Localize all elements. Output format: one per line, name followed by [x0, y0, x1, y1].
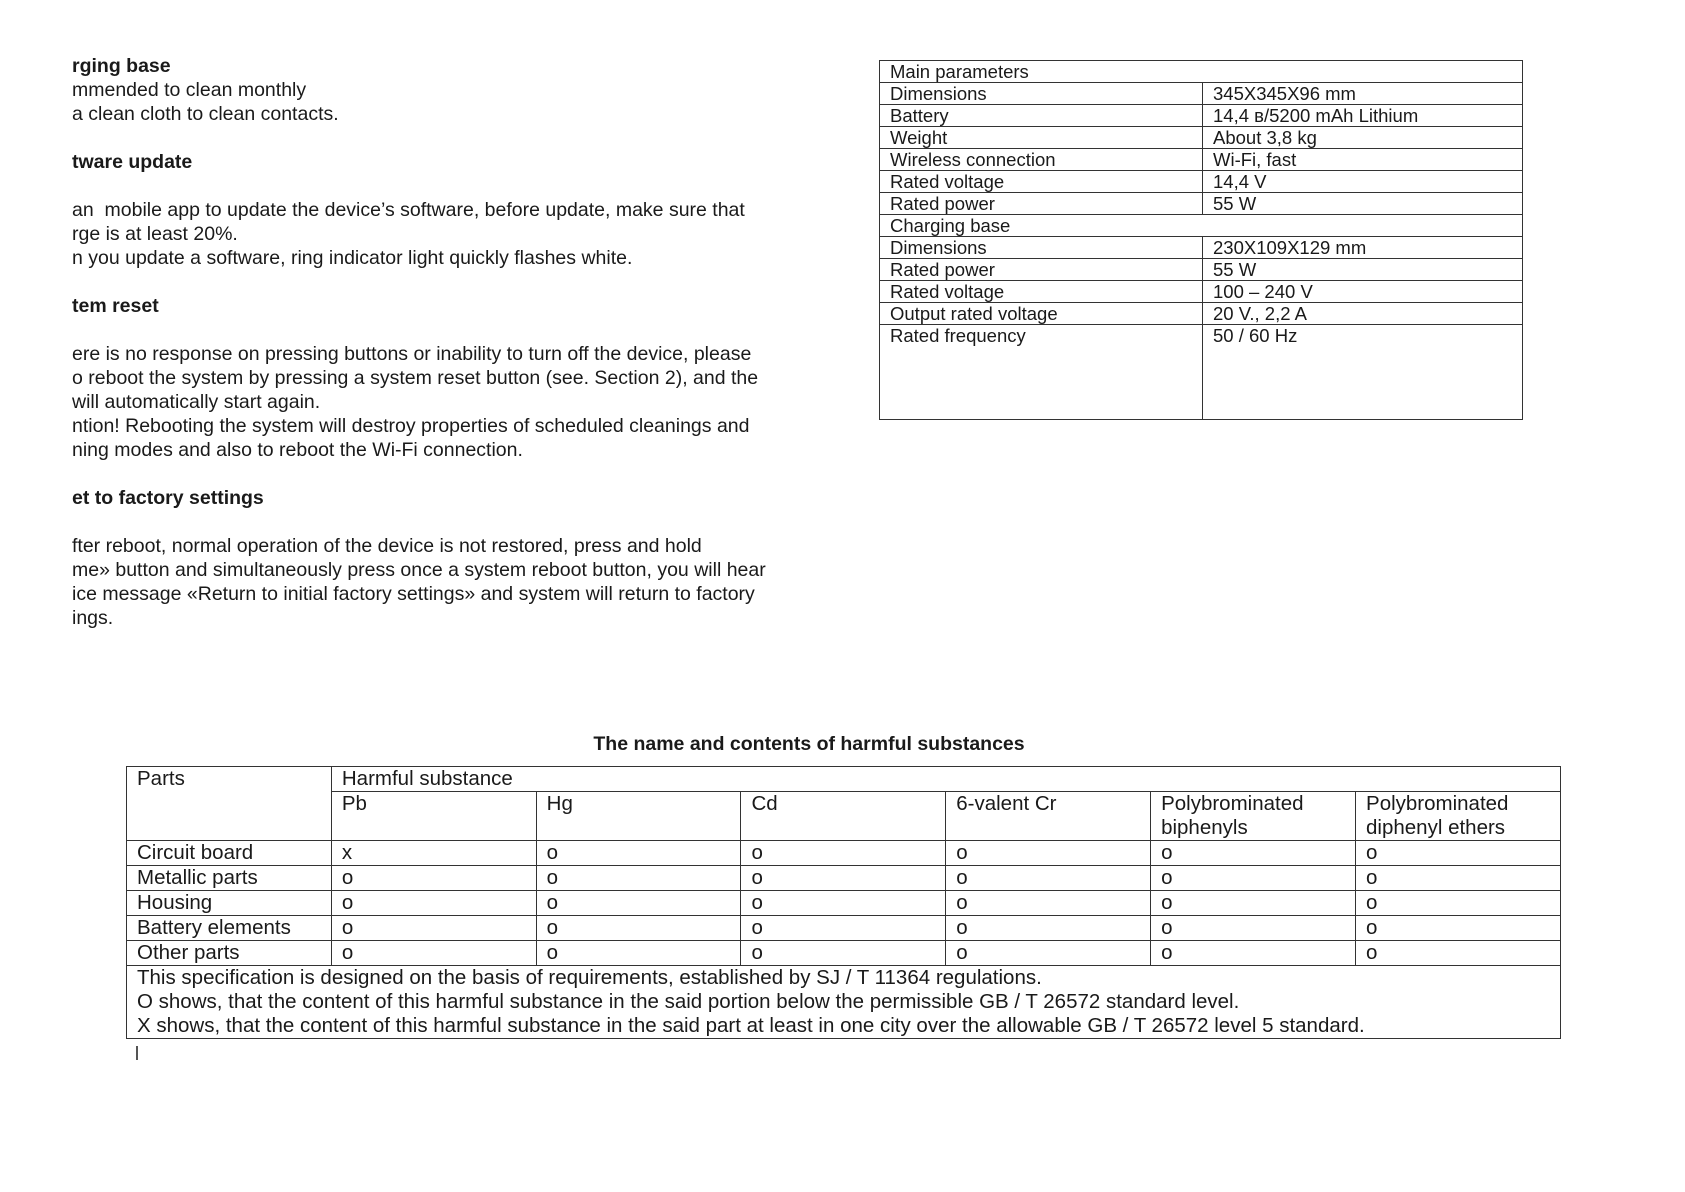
section-heading: rging base	[72, 55, 171, 77]
part-name: Circuit board	[127, 841, 332, 866]
substance-value: o	[536, 916, 741, 941]
substance-row	[127, 916, 1561, 941]
param-name: Dimensions	[880, 237, 1203, 259]
substance-value: o	[1356, 891, 1561, 916]
substance-column-header: 6-valent Cr	[946, 792, 1151, 841]
param-value: 100 – 240 V	[1203, 281, 1523, 303]
substance-row	[127, 941, 1561, 966]
part-name: Housing	[127, 891, 332, 916]
spacer	[72, 126, 792, 150]
param-name: Output rated voltage	[880, 303, 1203, 325]
substance-value: o	[1151, 916, 1356, 941]
paragraph-line: will automatically start again.	[72, 391, 321, 413]
substance-value: o	[1356, 916, 1561, 941]
part-name: Other parts	[127, 941, 332, 966]
substances-header-row	[127, 767, 1561, 792]
param-name: Dimensions	[880, 83, 1203, 105]
section-heading: tware update	[72, 151, 193, 173]
substance-column-header: Polybrominated diphenyl ethers	[1356, 792, 1561, 841]
param-value: Wi-Fi, fast	[1203, 149, 1523, 171]
substance-value: o	[536, 866, 741, 891]
param-value: 50 / 60 Hz	[1203, 325, 1523, 420]
paragraph-line: a clean cloth to clean contacts.	[72, 103, 339, 125]
substance-column-header: Polybrominated biphenyls	[1151, 792, 1356, 841]
param-value: 14,4 V	[1203, 171, 1523, 193]
harmful-substance-header: Harmful substance	[331, 767, 1560, 792]
section-heading: tem reset	[72, 295, 159, 317]
main-parameters-table	[879, 60, 1523, 420]
paragraph-line: ning modes and also to reboot the Wi-Fi connection.	[72, 439, 523, 461]
charging-base-header-row	[880, 215, 1523, 237]
substance-value: o	[1151, 841, 1356, 866]
param-row	[880, 303, 1523, 325]
spacer	[72, 174, 792, 198]
param-name: Rated frequency	[880, 325, 1203, 420]
paragraph-line: me» button and simultaneously press once a system reboot button, you will hear	[72, 559, 766, 581]
param-name: Battery	[880, 105, 1203, 127]
parts-header: Parts	[127, 767, 332, 841]
substance-row	[127, 866, 1561, 891]
param-row	[880, 325, 1523, 420]
param-row	[880, 171, 1523, 193]
paragraph-line: ice message «Return to initial factory settings» and system will return to factory	[72, 583, 755, 605]
param-value: About 3,8 kg	[1203, 127, 1523, 149]
param-name: Rated power	[880, 259, 1203, 281]
substance-value: o	[331, 891, 536, 916]
substance-value: o	[1151, 891, 1356, 916]
charging-base-header: Charging base	[880, 215, 1523, 237]
paragraph-line: an mobile app to update the device’s software, before update, make sure that	[72, 199, 745, 221]
substance-column-header: Pb	[331, 792, 536, 841]
paragraph-line: ings.	[72, 607, 114, 629]
substance-value: o	[946, 866, 1151, 891]
harmful-substances-table	[126, 766, 1561, 1039]
substance-value: o	[536, 941, 741, 966]
param-value: 55 W	[1203, 259, 1523, 281]
notes-cell	[127, 966, 1561, 1039]
substance-value: o	[741, 941, 946, 966]
param-name: Rated voltage	[880, 171, 1203, 193]
substance-value: o	[331, 866, 536, 891]
param-row	[880, 83, 1523, 105]
substance-column-header: Cd	[741, 792, 946, 841]
param-value: 55 W	[1203, 193, 1523, 215]
param-name: Weight	[880, 127, 1203, 149]
spacer	[72, 510, 792, 534]
paragraph-line: n you update a software, ring indicator light quickly flashes white.	[72, 247, 633, 269]
paragraph-line: ere is no response on pressing buttons or inability to turn off the device, please	[72, 343, 752, 365]
substance-row	[127, 841, 1561, 866]
substance-value: x	[331, 841, 536, 866]
maintenance-text-column	[72, 54, 792, 630]
param-value: 14,4 в/5200 mAh Lithium	[1203, 105, 1523, 127]
substance-value: o	[946, 916, 1151, 941]
part-name: Metallic parts	[127, 866, 332, 891]
substance-value: o	[946, 841, 1151, 866]
paragraph-line: mmended to clean monthly	[72, 79, 307, 101]
spacer	[72, 318, 792, 342]
param-row	[880, 237, 1523, 259]
substance-value: o	[536, 841, 741, 866]
spacer	[72, 462, 792, 486]
param-row	[880, 193, 1523, 215]
section-heading: et to factory settings	[72, 487, 264, 509]
param-name: Wireless connection	[880, 149, 1203, 171]
param-name: Rated voltage	[880, 281, 1203, 303]
harmful-substances-title: The name and contents of harmful substances	[593, 733, 1025, 755]
note-line: O shows, that the content of this harmful substance in the said portion below the permissible GB / T 26572 standard level.	[137, 990, 1240, 1013]
param-row	[880, 281, 1523, 303]
substance-value: o	[741, 866, 946, 891]
substance-value: o	[331, 941, 536, 966]
param-row	[880, 105, 1523, 127]
substance-columns-row	[127, 792, 1561, 841]
substance-value: o	[741, 891, 946, 916]
param-row	[880, 127, 1523, 149]
substance-column-header: Hg	[536, 792, 741, 841]
substance-value: o	[1151, 941, 1356, 966]
substance-value: o	[1356, 866, 1561, 891]
note-line: X shows, that the content of this harmful substance in the said part at least in one city over the allowable GB / T 26572 level 5 standard.	[137, 1014, 1365, 1037]
substance-value: o	[946, 891, 1151, 916]
stray-mark	[136, 1046, 138, 1060]
substance-value: o	[331, 916, 536, 941]
main-parameters-header-row	[880, 61, 1523, 83]
part-name: Battery elements	[127, 916, 332, 941]
substance-value: o	[946, 941, 1151, 966]
substance-value: o	[1151, 866, 1356, 891]
param-value: 230X109X129 mm	[1203, 237, 1523, 259]
param-row	[880, 149, 1523, 171]
paragraph-line: o reboot the system by pressing a system reset button (see. Section 2), and the	[72, 367, 759, 389]
note-line: This specification is designed on the basis of requirements, established by SJ / T 11364 regulations.	[137, 966, 1042, 989]
substance-value: o	[741, 841, 946, 866]
substance-row	[127, 891, 1561, 916]
param-name: Rated power	[880, 193, 1203, 215]
param-row	[880, 259, 1523, 281]
notes-row	[127, 966, 1561, 1039]
param-value: 345X345X96 mm	[1203, 83, 1523, 105]
paragraph-line: fter reboot, normal operation of the device is not restored, press and hold	[72, 535, 702, 557]
substance-value: o	[741, 916, 946, 941]
paragraph-line: rge is at least 20%.	[72, 223, 238, 245]
substance-value: o	[536, 891, 741, 916]
paragraph-line: ntion! Rebooting the system will destroy properties of scheduled cleanings and	[72, 415, 750, 437]
main-parameters-header: Main parameters	[880, 61, 1523, 83]
substance-value: o	[1356, 841, 1561, 866]
param-value: 20 V., 2,2 A	[1203, 303, 1523, 325]
spacer	[72, 270, 792, 294]
substance-value: o	[1356, 941, 1561, 966]
